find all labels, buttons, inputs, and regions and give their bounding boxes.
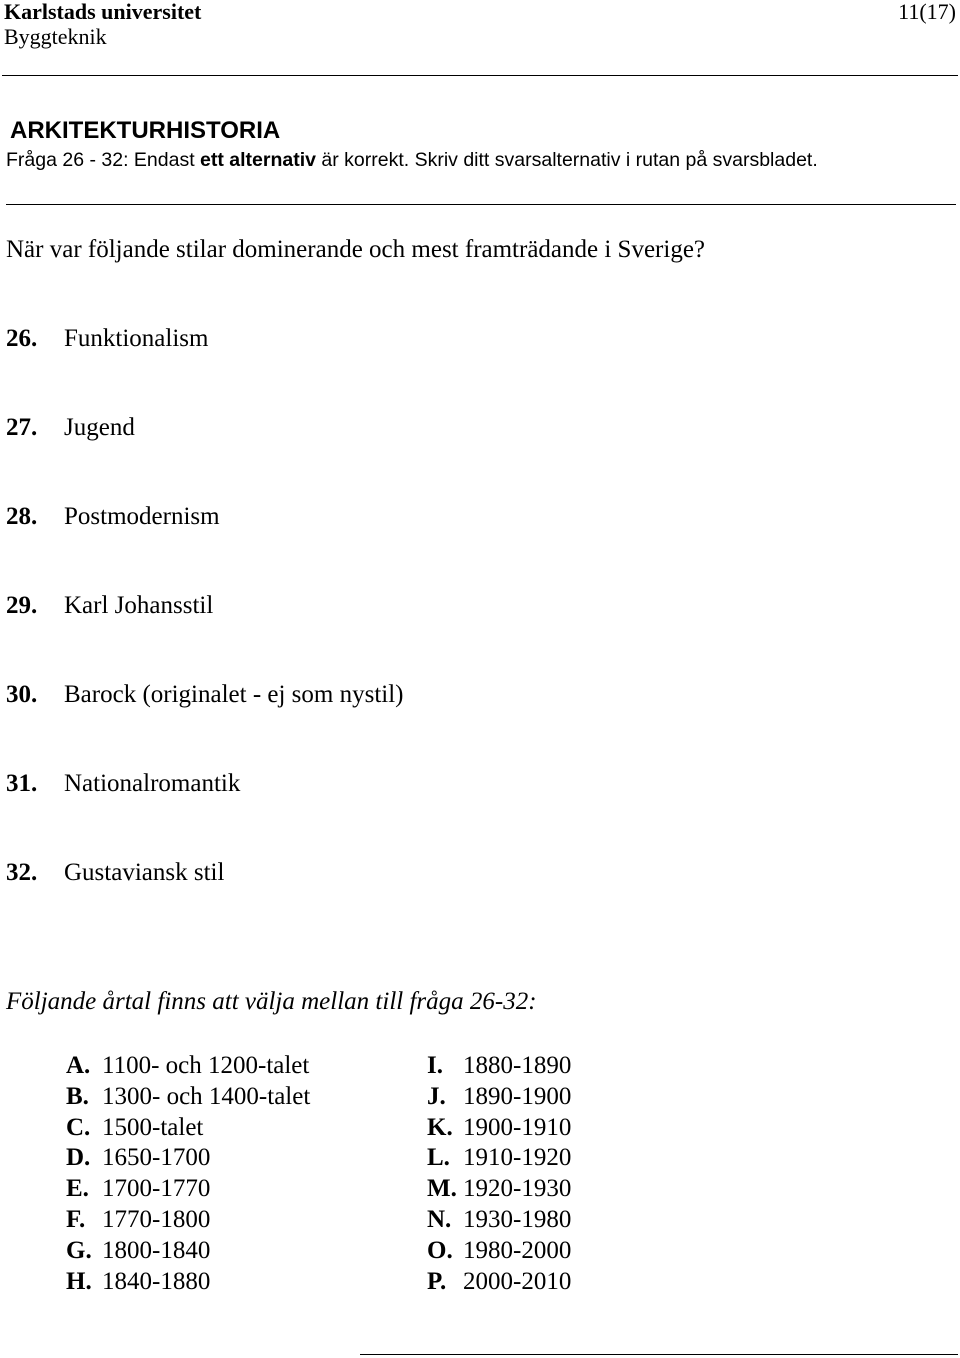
question-text: När var följande stilar dominerande och mest framträdande i Sverige? bbox=[6, 236, 706, 263]
department-name: Byggteknik bbox=[4, 24, 107, 49]
option-letter: C. bbox=[66, 1113, 91, 1141]
option-item bbox=[427, 1175, 571, 1203]
style-name: Postmodernism bbox=[64, 503, 220, 530]
option-letter: B. bbox=[66, 1082, 89, 1110]
option-letter: D. bbox=[66, 1144, 91, 1172]
option-period: 1930-1980 bbox=[463, 1206, 572, 1233]
option-period: 1840-1880 bbox=[102, 1267, 211, 1295]
question-number: 31. bbox=[6, 770, 38, 797]
question-number: 26. bbox=[6, 325, 38, 352]
option-period: 1890-1900 bbox=[463, 1082, 572, 1110]
option-letter: F. bbox=[66, 1206, 86, 1233]
option-letter: I. bbox=[427, 1052, 443, 1079]
option-letter: N. bbox=[427, 1206, 452, 1233]
option-item bbox=[66, 1114, 203, 1142]
style-name: Jugend bbox=[64, 414, 135, 441]
option-period: 1880-1890 bbox=[463, 1052, 572, 1079]
option-item bbox=[66, 1206, 210, 1234]
instruction-prefix: Fråga 26 - 32: Endast bbox=[6, 149, 201, 171]
option-period: 1920-1930 bbox=[463, 1175, 572, 1203]
option-period: 1800-1840 bbox=[102, 1236, 211, 1264]
option-letter: G. bbox=[66, 1236, 92, 1264]
style-name: Karl Johansstil bbox=[64, 592, 214, 619]
question-item bbox=[6, 325, 208, 353]
option-period: 1900-1910 bbox=[463, 1113, 572, 1141]
option-item bbox=[427, 1268, 571, 1296]
option-period: 1500-talet bbox=[102, 1113, 204, 1141]
question-item bbox=[6, 414, 135, 442]
section-rule bbox=[6, 204, 956, 205]
question-number: 27. bbox=[6, 414, 38, 441]
option-letter: E. bbox=[66, 1175, 89, 1203]
question-item bbox=[6, 859, 224, 887]
option-item bbox=[427, 1083, 571, 1111]
style-name: Funktionalism bbox=[64, 325, 209, 352]
option-item bbox=[66, 1175, 210, 1203]
instruction-suffix: är korrekt. Skriv ditt svarsalternativ i rutan på svarsbladet. bbox=[315, 149, 818, 171]
question-number: 30. bbox=[6, 681, 38, 708]
option-item bbox=[66, 1052, 309, 1080]
option-item bbox=[66, 1268, 210, 1296]
question-number: 32. bbox=[6, 859, 38, 886]
header-rule bbox=[2, 75, 958, 76]
option-item bbox=[427, 1237, 571, 1265]
option-item bbox=[427, 1144, 571, 1172]
option-item bbox=[427, 1206, 571, 1234]
option-period: 1910-1920 bbox=[463, 1144, 572, 1172]
option-letter: H. bbox=[66, 1267, 92, 1295]
option-item bbox=[66, 1237, 210, 1265]
style-name: Barock (originalet - ej som nystil) bbox=[64, 681, 404, 708]
option-letter: A. bbox=[66, 1052, 91, 1079]
section-title: ARKITEKTURHISTORIA bbox=[10, 117, 281, 144]
question-item bbox=[6, 503, 220, 531]
option-item bbox=[66, 1144, 210, 1172]
option-item bbox=[427, 1114, 571, 1142]
option-item bbox=[66, 1083, 310, 1111]
question-number: 29. bbox=[6, 592, 38, 619]
option-letter: O. bbox=[427, 1236, 453, 1264]
option-letter: J. bbox=[427, 1082, 446, 1110]
option-period: 1980-2000 bbox=[463, 1236, 572, 1264]
question-item bbox=[6, 681, 404, 709]
option-period: 1700-1770 bbox=[102, 1175, 211, 1203]
option-letter: M. bbox=[427, 1175, 457, 1203]
question-item bbox=[6, 770, 240, 798]
option-period: 2000-2010 bbox=[463, 1267, 572, 1295]
option-letter: L. bbox=[427, 1144, 450, 1172]
option-letter: P. bbox=[427, 1267, 447, 1295]
page-number: 11(17) bbox=[898, 0, 956, 24]
option-period: 1650-1700 bbox=[102, 1144, 211, 1172]
question-item bbox=[6, 592, 213, 620]
footer-rule bbox=[360, 1354, 958, 1355]
university-name: Karlstads universitet bbox=[4, 0, 202, 24]
style-name: Nationalromantik bbox=[64, 770, 241, 797]
option-item bbox=[427, 1052, 571, 1080]
option-period: 1100- och 1200-talet bbox=[102, 1052, 310, 1079]
option-letter: K. bbox=[427, 1113, 453, 1141]
instruction-emphasis: ett alternativ bbox=[200, 149, 316, 171]
style-name: Gustaviansk stil bbox=[64, 859, 225, 886]
option-period: 1300- och 1400-talet bbox=[102, 1082, 311, 1110]
options-heading: Följande årtal finns att välja mellan till fråga 26-32: bbox=[6, 988, 537, 1015]
section-instruction bbox=[6, 149, 818, 172]
option-period: 1770-1800 bbox=[102, 1206, 211, 1233]
question-number: 28. bbox=[6, 503, 38, 530]
